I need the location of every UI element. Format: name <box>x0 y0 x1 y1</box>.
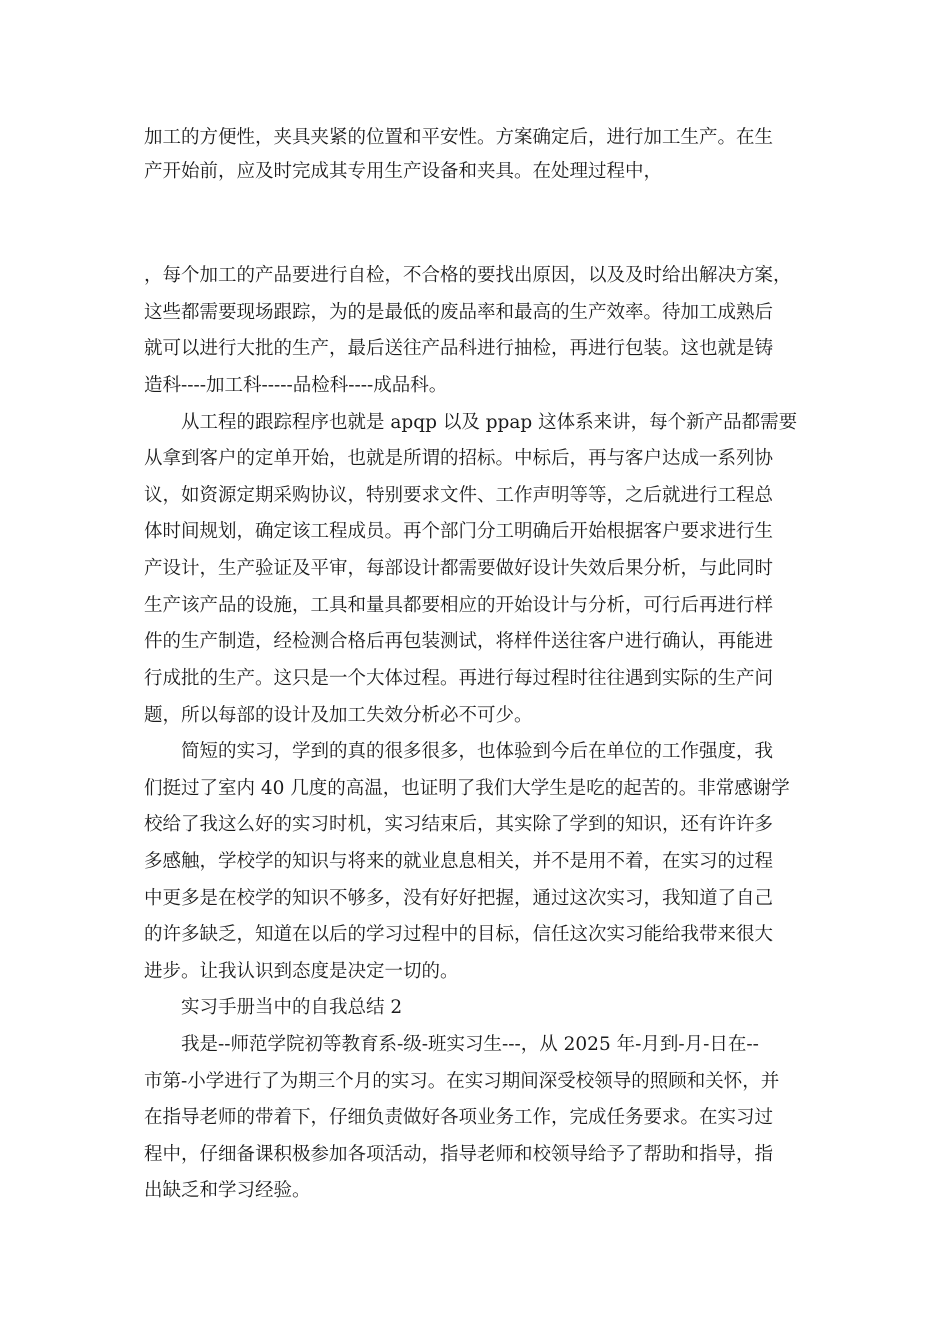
text-line: 就可以进行大批的生产，最后送往产品科进行抽检，再进行包装。这也就是铸 <box>144 338 774 359</box>
text-line: 从工程的跟踪程序也就是 apqp 以及 ppap 这体系来讲，每个新产品都需要 <box>181 412 798 433</box>
text-line: 议，如资源定期采购协议，特别要求文件、工作声明等等，之后就进行工程总 <box>144 485 774 506</box>
text-line: 校给了我这么好的实习时机，实习结束后，其实除了学到的知识，还有许许多 <box>144 814 774 835</box>
text-line: 在指导老师的带着下，仔细负责做好各项业务工作，完成任务要求。在实习过 <box>144 1107 774 1128</box>
text-line: 们挺过了室内 40 几度的高温，也证明了我们大学生是吃的起苦的。非常感谢学 <box>144 778 790 799</box>
text-line: 从拿到客户的定单开始，也就是所谓的招标。中标后，再与客户达成一系列协 <box>144 448 774 469</box>
text-line: 造科----加工科-----品检科----成品科。 <box>144 375 448 396</box>
text-line: 市第-小学进行了为期三个月的实习。在实习期间深受校领导的照顾和关怀，并 <box>144 1071 780 1092</box>
text-line: 生产该产品的设施，工具和量具都要相应的开始设计与分析，可行后再进行样 <box>144 595 774 616</box>
text-line: 体时间规划，确定该工程成员。再个部门分工明确后开始根据客户要求进行生 <box>144 521 774 542</box>
text-line: 题，所以每部的设计及加工失效分析必不可少。 <box>144 705 533 726</box>
text-line: 我是--师范学院初等教育系-级-班实习生---，从 2025 年-月到-月-日在-- <box>181 1034 759 1055</box>
text-line: 这些都需要现场跟踪，为的是最低的废品率和最高的生产效率。待加工成熟后 <box>144 302 774 323</box>
text-line: 进步。让我认识到态度是决定一切的。 <box>144 961 459 982</box>
text-line: 出缺乏和学习经验。 <box>144 1180 311 1201</box>
text-line: 的许多缺乏，知道在以后的学习过程中的目标，信任这次实习能给我带来很大 <box>144 924 774 945</box>
section-heading: 实习手册当中的自我总结 2 <box>181 997 403 1018</box>
text-line: 产开始前，应及时完成其专用生产设备和夹具。在处理过程中， <box>144 161 663 182</box>
text-line: 加工的方便性，夹具夹紧的位置和平安性。方案确定后，进行加工生产。在生 <box>144 127 774 148</box>
text-line: 行成批的生产。这只是一个大体过程。再进行每过程时往往遇到实际的生产问 <box>144 668 774 689</box>
text-line: 中更多是在校学的知识不够多，没有好好把握，通过这次实习，我知道了自己 <box>144 888 774 909</box>
text-line: 件的生产制造，经检测合格后再包装测试，将样件送往客户进行确认，再能进 <box>144 631 774 652</box>
text-line: ，每个加工的产品要进行自检，不合格的要找出原因，以及及时给出解决方案， <box>144 265 792 286</box>
text-line: 产设计，生产验证及平审，每部设计都需要做好设计失效后果分析，与此同时 <box>144 558 774 579</box>
text-line: 多感触，学校学的知识与将来的就业息息相关，并不是用不着，在实习的过程 <box>144 851 774 872</box>
text-line: 程中，仔细备课积极参加各项活动，指导老师和校领导给予了帮助和指导，指 <box>144 1144 774 1165</box>
text-line: 简短的实习，学到的真的很多很多，也体验到今后在单位的工作强度，我 <box>181 741 774 762</box>
